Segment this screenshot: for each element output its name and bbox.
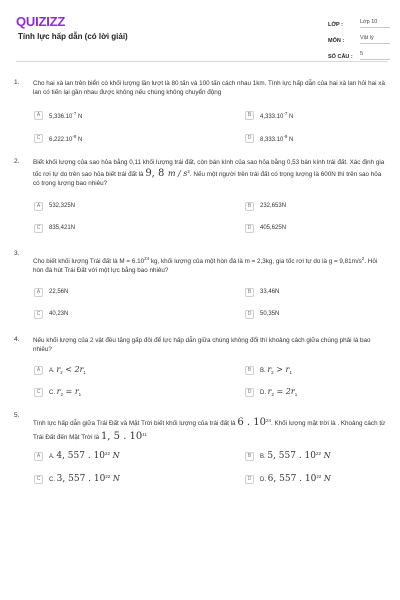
option-letter: A (34, 366, 43, 375)
option-letter: A (34, 111, 43, 120)
quizizz-logo: QUIZIZZ (16, 14, 66, 29)
option-text: A. 4, 557 . $10^{22}$ N (49, 451, 120, 461)
option-text: B. $r_2 > r_1$ (260, 364, 292, 376)
question-number: 2. (14, 158, 20, 165)
question-number: 4. (14, 336, 20, 343)
option-c[interactable] (34, 473, 120, 485)
option-letter: B (245, 111, 254, 120)
option-letter: C (34, 388, 43, 397)
option-text: 232,653N (260, 203, 287, 209)
option-text: 33,46N (260, 289, 280, 295)
meta-class-row (328, 12, 390, 28)
option-text: 405,625N (260, 225, 287, 231)
option-text: D. $r_2 = 2r_1$ (260, 386, 298, 398)
option-b[interactable] (245, 286, 279, 298)
option-letter: D (245, 224, 254, 233)
option-text: $4,333.10^{-7}$ N (260, 110, 294, 120)
question-number: 3. (14, 250, 20, 257)
meta-class-value: Lớp 10 (360, 18, 390, 28)
option-text: 50,35N (260, 311, 280, 317)
option-letter: D (245, 310, 254, 319)
option-b[interactable] (245, 200, 286, 212)
option-text: C. 3, 557 . $10^{22}$ N (49, 474, 120, 484)
option-b[interactable] (245, 109, 293, 121)
option-text: 835,421N (49, 225, 76, 231)
question-number: 1. (14, 79, 20, 86)
option-a[interactable] (34, 450, 120, 462)
question-text: Biết khối lượng của sao hỏa bằng 0,11 khối lượng trái đất, còn bán kính của sao hỏa bằng 0,53 bán kính trái đất. Xác định gia tốc rơi tự do trên sao hỏa biết trái đất là 9, 8 m / $s^2$. Nếu một người trên trái đất có trọng lượng là 600N thì trên sao hỏa có trọng lượng bao nhiêu? (33, 159, 385, 188)
question-text: Nếu khối lượng của 2 vật đều tăng gấp đôi để lực hấp dẫn giữa chúng không đổi thì khoảng cách giữa chúng phải là bao nhiêu? (33, 337, 371, 353)
option-c[interactable] (34, 386, 81, 398)
option-letter: C (34, 224, 43, 233)
option-text: $8,333.10^{-9}$ N (260, 133, 294, 143)
header-divider (16, 61, 388, 62)
question-text: Cho hai xà lan trên biển có khối lượng lần lượt là 80 tấn và 100 tấn cách nhau 1km. Tính lực hấp dẫn của hai xà lan hỏi hai xà lan có tiến lại gần nhau được không nếu chúng không chuyển động (33, 80, 385, 96)
question-number: 5. (14, 412, 20, 419)
meta-class-label: LỚP : (328, 22, 343, 28)
option-letter: B (245, 202, 254, 211)
option-text: 532,325N (49, 203, 76, 209)
option-text: $6,222.10^{-8}$ N (49, 133, 83, 143)
option-letter: A (34, 202, 43, 211)
option-text: C. $r_2 = r_1$ (49, 386, 82, 398)
option-c[interactable] (34, 222, 75, 234)
option-text: D. 6, 557 . $10^{22}$ N (260, 474, 331, 484)
option-d[interactable] (245, 386, 297, 398)
option-a[interactable] (34, 364, 86, 376)
meta-count-label: SỐ CÂU : (328, 54, 353, 60)
option-letter: B (245, 288, 254, 297)
meta-count-value: 5 (360, 50, 390, 60)
option-d[interactable] (245, 308, 279, 320)
option-d[interactable] (245, 222, 286, 234)
option-a[interactable] (34, 109, 82, 121)
option-c[interactable] (34, 132, 82, 144)
option-text: 40,23N (49, 311, 69, 317)
option-letter: B (245, 366, 254, 375)
worksheet-meta (328, 12, 390, 60)
option-letter: D (245, 388, 254, 397)
option-letter: C (34, 475, 43, 484)
option-text: B. 5, 557 . $10^{22}$ N (260, 451, 331, 461)
option-letter: A (34, 288, 43, 297)
option-letter: B (245, 452, 254, 461)
option-letter: D (245, 475, 254, 484)
worksheet-title: Tính lực hấp dẫn (có lời giải) (18, 32, 128, 41)
question-text: Tính lực hấp dẫn giữa Trái Đất và Mặt Trời biết khối lượng của trái đất là 6 . $10^{24}$. Khối lượng mặt trời là . Khoảng cách từ Trái Đất đến Mặt Trời là 1, 5 . $10^{11}$ (33, 417, 386, 443)
option-a[interactable] (34, 286, 68, 298)
meta-subject-value: Vật lý (360, 34, 390, 44)
option-c[interactable] (34, 308, 68, 320)
meta-subject-row (328, 28, 390, 44)
meta-count-row (328, 44, 390, 60)
meta-subject-label: MÔN : (328, 38, 345, 44)
option-letter: C (34, 310, 43, 319)
option-d[interactable] (245, 132, 293, 144)
question-text: Cho biết khối lượng Trái đất là $M = 6.10^{24}$ kg, khối lượng của một hòn đá là m = 2,3kg, gia tốc rơi tự do là $g = 9,81m/s^2$. Hỏi hòn đá hút Trái Đất với một lực bằng bao nhiêu? (33, 256, 378, 275)
option-d[interactable] (245, 473, 331, 485)
option-text: 22,56N (49, 289, 69, 295)
option-text: A. $r_2 < 2r_1$ (49, 364, 86, 376)
option-b[interactable] (245, 450, 331, 462)
option-letter: C (34, 134, 43, 143)
option-letter: D (245, 134, 254, 143)
option-letter: A (34, 452, 43, 461)
option-b[interactable] (245, 364, 292, 376)
option-text: $5,336.10^{-7}$ N (49, 110, 83, 120)
option-a[interactable] (34, 200, 75, 212)
